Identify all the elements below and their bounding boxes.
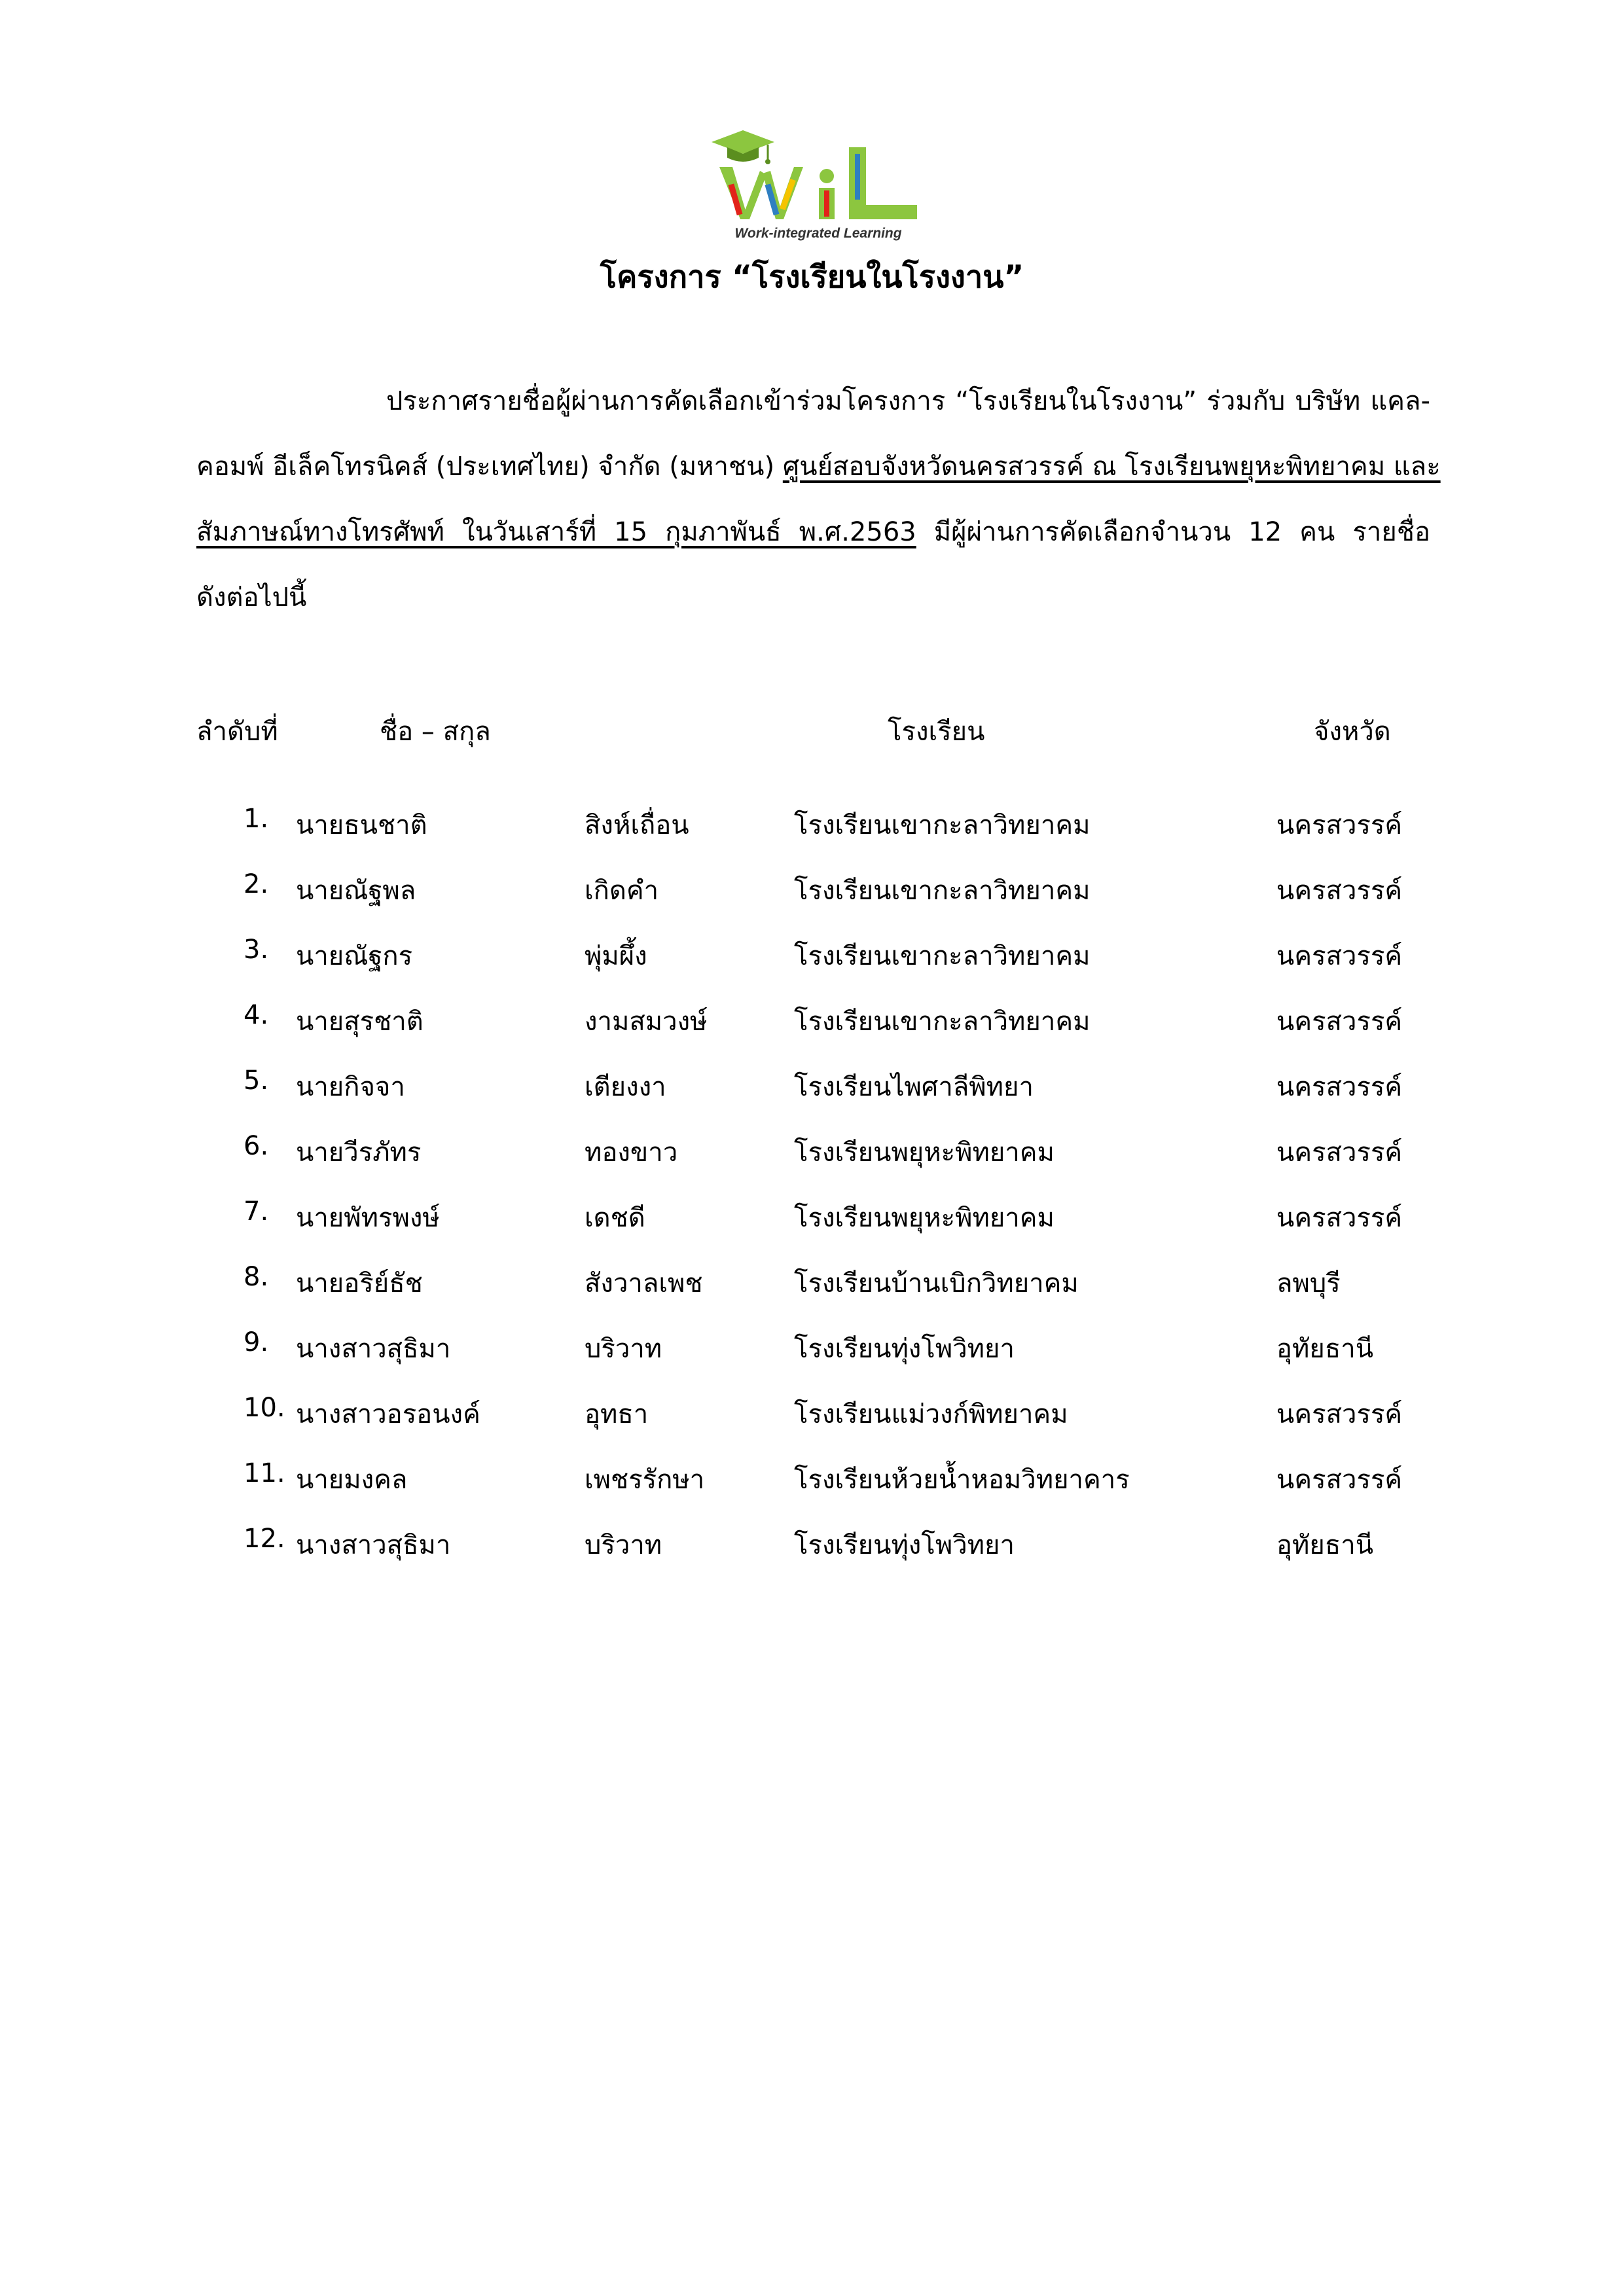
row-province: อุทัยธานี [1276,1334,1374,1364]
logo-letter-l [849,147,917,219]
row-last-name: สังวาลเพช [585,1268,703,1299]
announcement-company: คอมพ์ อีเล็คโทรนิคส์ (ประเทศไทย) จำกัด (มหาชน) [196,452,775,482]
row-first-name: นายมงคล [296,1465,408,1495]
row-number: 11. [244,1458,285,1488]
header-name: ชื่อ – สกุล [380,717,491,747]
row-first-name: นางสาวสุธิมา [296,1530,451,1560]
row-last-name: พุ่มผึ้ง [585,941,647,971]
row-school: โรงเรียนทุ่งโพวิทยา [794,1530,1015,1560]
row-number: 6. [244,1131,269,1161]
row-number: 1. [244,804,269,834]
announcement-exam-center: ศูนย์สอบจังหวัดนครสวรรค์ ณ โรงเรียนพยุหะพิทยาคม และ [782,452,1441,482]
table-row [0,1262,1624,1301]
page-title: โครงการ “โรงเรียนในโรงงาน” [600,259,1024,295]
row-number: 7. [244,1196,269,1227]
table-row [0,1393,1624,1432]
row-province: นครสวรรค์ [1276,1399,1403,1429]
announcement-line-4: ดังต่อไปนี้ [196,583,307,613]
row-school: โรงเรียนเขากะลาวิทยาคม [794,876,1091,906]
row-last-name: เพชรรักษา [585,1465,705,1495]
table-row [0,1524,1624,1563]
table-row [0,1196,1624,1236]
row-number: 12. [244,1524,285,1554]
row-school: โรงเรียนทุ่งโพวิทยา [794,1334,1015,1364]
header-order: ลำดับที่ [196,717,278,747]
row-last-name: สิงห์เถื่อน [585,810,689,840]
row-last-name: บริวาท [585,1530,662,1560]
row-first-name: นายณัฐกร [296,941,413,971]
row-first-name: นางสาวอรอนงค์ [296,1399,480,1429]
logo-letter-i [819,169,835,219]
row-last-name: ทองขาว [585,1138,678,1168]
announcement-line-3 [196,512,1430,552]
row-number: 2. [244,869,269,899]
announcement-count: มีผู้ผ่านการคัดเลือกจำนวน 12 คน รายชื่อ [933,517,1430,547]
row-school: โรงเรียนแม่วงก์พิทยาคม [794,1399,1068,1429]
row-province: นครสวรรค์ [1276,1465,1403,1495]
table-row [0,804,1624,843]
row-number: 8. [244,1262,269,1292]
row-province: นครสวรรค์ [1276,876,1403,906]
table-row [0,869,1624,908]
table-row [0,1066,1624,1105]
row-last-name: เกิดคำ [585,876,659,906]
row-province: นครสวรรค์ [1276,1138,1403,1168]
row-school: โรงเรียนเขากะลาวิทยาคม [794,941,1091,971]
row-first-name: นายสุรชาติ [296,1007,424,1037]
row-first-name: นายณัฐพล [296,876,416,906]
row-number: 10. [244,1393,285,1423]
header-province: จังหวัด [1314,717,1391,747]
row-school: โรงเรียนห้วยน้ำหอมวิทยาคาร [794,1465,1130,1495]
row-first-name: นายวีรภัทร [296,1138,422,1168]
row-last-name: บริวาท [585,1334,662,1364]
row-school: โรงเรียนพยุหะพิทยาคม [794,1203,1055,1233]
row-last-name: งามสมวงษ์ [585,1007,708,1037]
announcement-line-1: ประกาศรายชื่อผู้ผ่านการคัดเลือกเข้าร่วมโครงการ “โรงเรียนในโรงงาน” ร่วมกับ บริษัท แคล- [386,386,1430,416]
row-province: นครสวรรค์ [1276,1072,1403,1102]
row-number: 3. [244,935,269,965]
row-school: โรงเรียนไพศาลีพิทยา [794,1072,1034,1102]
row-first-name: นายกิจจา [296,1072,405,1102]
row-province: นครสวรรค์ [1276,810,1403,840]
row-first-name: นางสาวสุธิมา [296,1334,451,1364]
header-school: โรงเรียน [888,717,985,747]
table-row [0,935,1624,974]
row-last-name: เตียงงา [585,1072,666,1102]
row-first-name: นายธนชาติ [296,810,427,840]
row-school: โรงเรียนพยุหะพิทยาคม [794,1138,1055,1168]
announcement-date: สัมภาษณ์ทางโทรศัพท์ ในวันเสาร์ที่ 15 กุมภาพันธ์ พ.ศ.2563 [196,517,916,547]
row-last-name: เดชดี [585,1203,645,1233]
row-province: นครสวรรค์ [1276,941,1403,971]
row-number: 5. [244,1066,269,1096]
row-school: โรงเรียนบ้านเบิกวิทยาคม [794,1268,1079,1299]
row-school: โรงเรียนเขากะลาวิทยาคม [794,810,1091,840]
wil-logo [710,128,926,252]
row-province: อุทัยธานี [1276,1530,1374,1560]
graduation-cap-icon [712,130,774,164]
row-number: 4. [244,1000,269,1030]
row-last-name: อุทธา [585,1399,649,1429]
row-province: ลพบุรี [1276,1268,1341,1299]
logo-letter-w [719,167,803,219]
row-school: โรงเรียนเขากะลาวิทยาคม [794,1007,1091,1037]
table-row [0,1327,1624,1367]
table-row [0,1000,1624,1039]
table-row [0,1131,1624,1170]
row-province: นครสวรรค์ [1276,1203,1403,1233]
table-row [0,1458,1624,1498]
announcement-line-2 [196,447,1441,486]
logo-tagline: Work-integrated Learning [734,226,902,241]
row-province: นครสวรรค์ [1276,1007,1403,1037]
row-first-name: นายอริย์ธัช [296,1268,423,1299]
row-number: 9. [244,1327,269,1357]
row-first-name: นายพัทรพงษ์ [296,1203,440,1233]
